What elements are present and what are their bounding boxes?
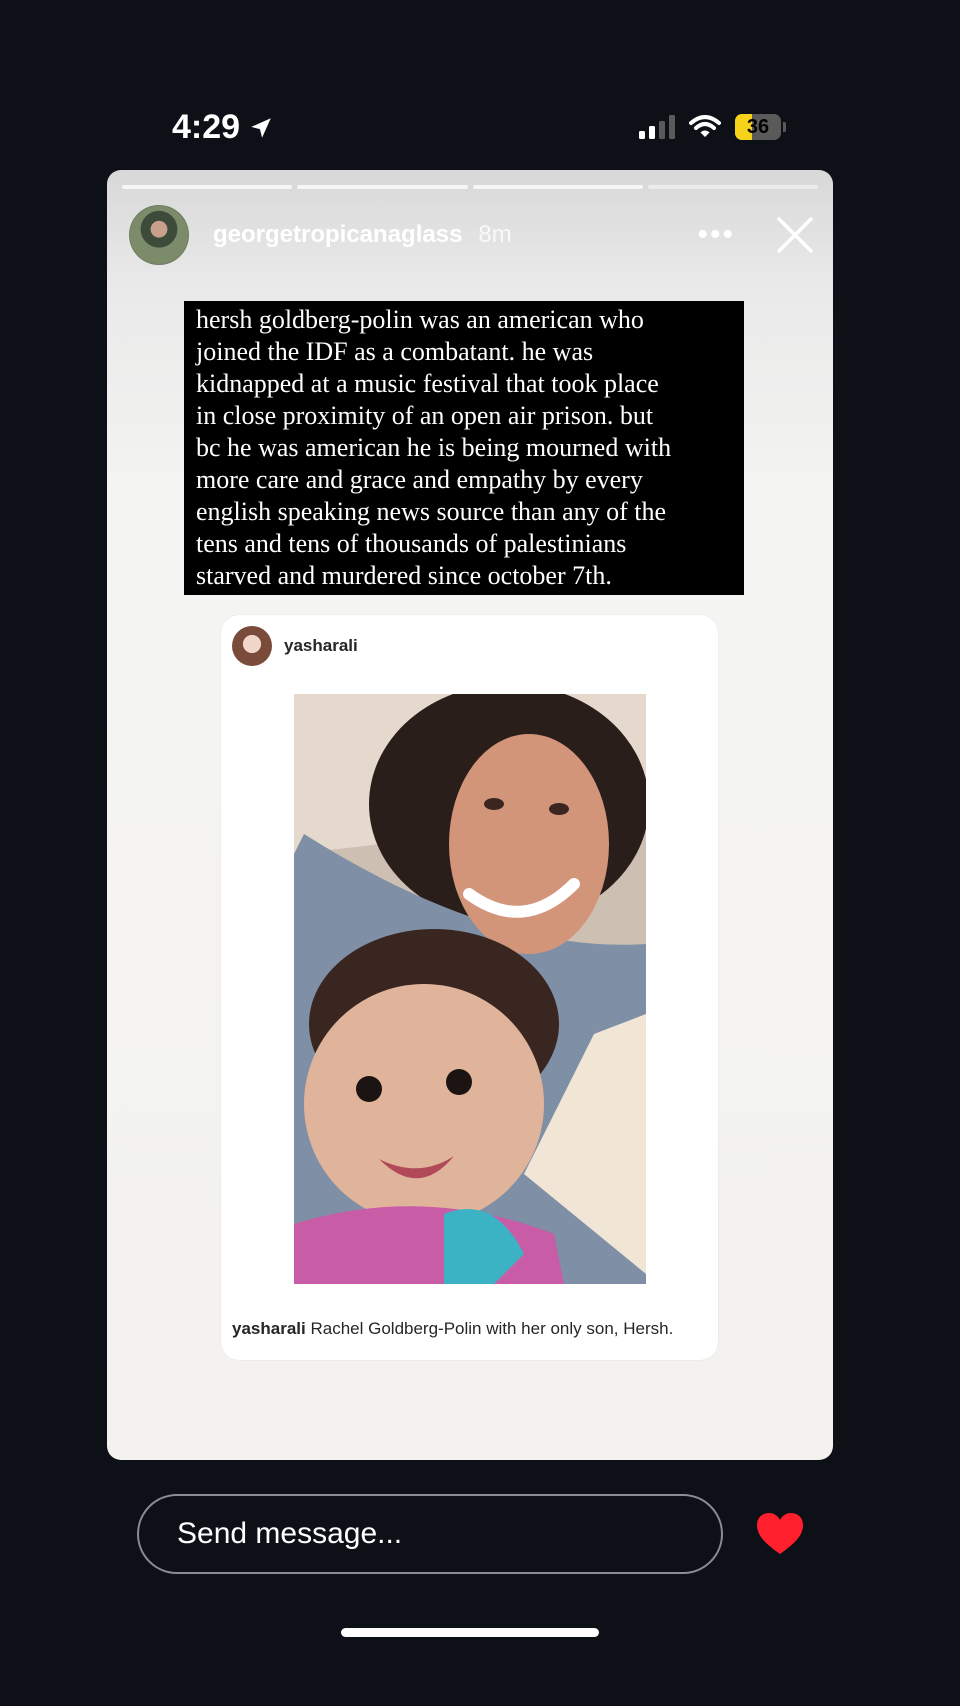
story-timestamp: 8m (478, 221, 512, 248)
cellular-signal-icon (639, 115, 675, 139)
progress-segment (648, 185, 818, 189)
more-horizontal-icon[interactable]: ••• (697, 218, 735, 251)
story-viewer[interactable] (107, 170, 833, 1460)
story-text-line: bc he was american he is being mourned with (196, 433, 672, 462)
wifi-icon (689, 115, 721, 139)
shared-post-caption (232, 1319, 673, 1339)
story-progress-bar (122, 185, 818, 189)
story-text-line: starved and murdered since october 7th. (196, 561, 612, 590)
shared-post-header (232, 626, 358, 666)
shared-post-username[interactable]: yasharali (284, 636, 358, 655)
battery-nub (783, 122, 786, 132)
home-indicator[interactable] (341, 1628, 599, 1637)
story-header (129, 204, 815, 266)
close-icon[interactable] (775, 215, 815, 255)
avatar[interactable] (129, 205, 189, 265)
battery-indicator (735, 114, 781, 140)
clock-text: 4:29 (172, 108, 241, 146)
progress-segment (122, 185, 292, 189)
story-text-line: english speaking news source than any of the (196, 497, 667, 526)
battery-level: 36 (746, 115, 770, 138)
shared-post-card[interactable] (221, 615, 718, 1360)
progress-segment (297, 185, 467, 189)
story-text-overlay (184, 301, 744, 595)
progress-segment (473, 185, 643, 189)
heart-icon[interactable] (756, 1512, 804, 1556)
shared-post-photo[interactable] (294, 694, 646, 1284)
story-text-line: kidnapped at a music festival that took place (196, 369, 659, 398)
avatar[interactable] (232, 626, 272, 666)
story-username[interactable]: georgetropicanaglass (213, 221, 463, 248)
location-arrow-icon (248, 115, 274, 141)
status-indicators (639, 114, 786, 140)
photo-illustration (294, 694, 646, 1284)
status-time (172, 108, 274, 147)
caption-text: Rachel Goldberg-Polin with her only son, Hersh. (310, 1319, 674, 1338)
send-message-input[interactable] (137, 1494, 723, 1574)
story-text-line: joined the IDF as a combatant. he was (196, 337, 594, 366)
story-text-line: more care and grace and empathy by every (196, 465, 643, 494)
caption-username[interactable]: yasharali (232, 1319, 306, 1338)
story-text-line: hersh goldberg-polin was an american who (196, 305, 644, 334)
story-text-line: in close proximity of an open air prison. but (196, 401, 654, 430)
story-text-line: tens and tens of thousands of palestinians (196, 529, 627, 558)
message-placeholder: Send message... (177, 1517, 403, 1550)
